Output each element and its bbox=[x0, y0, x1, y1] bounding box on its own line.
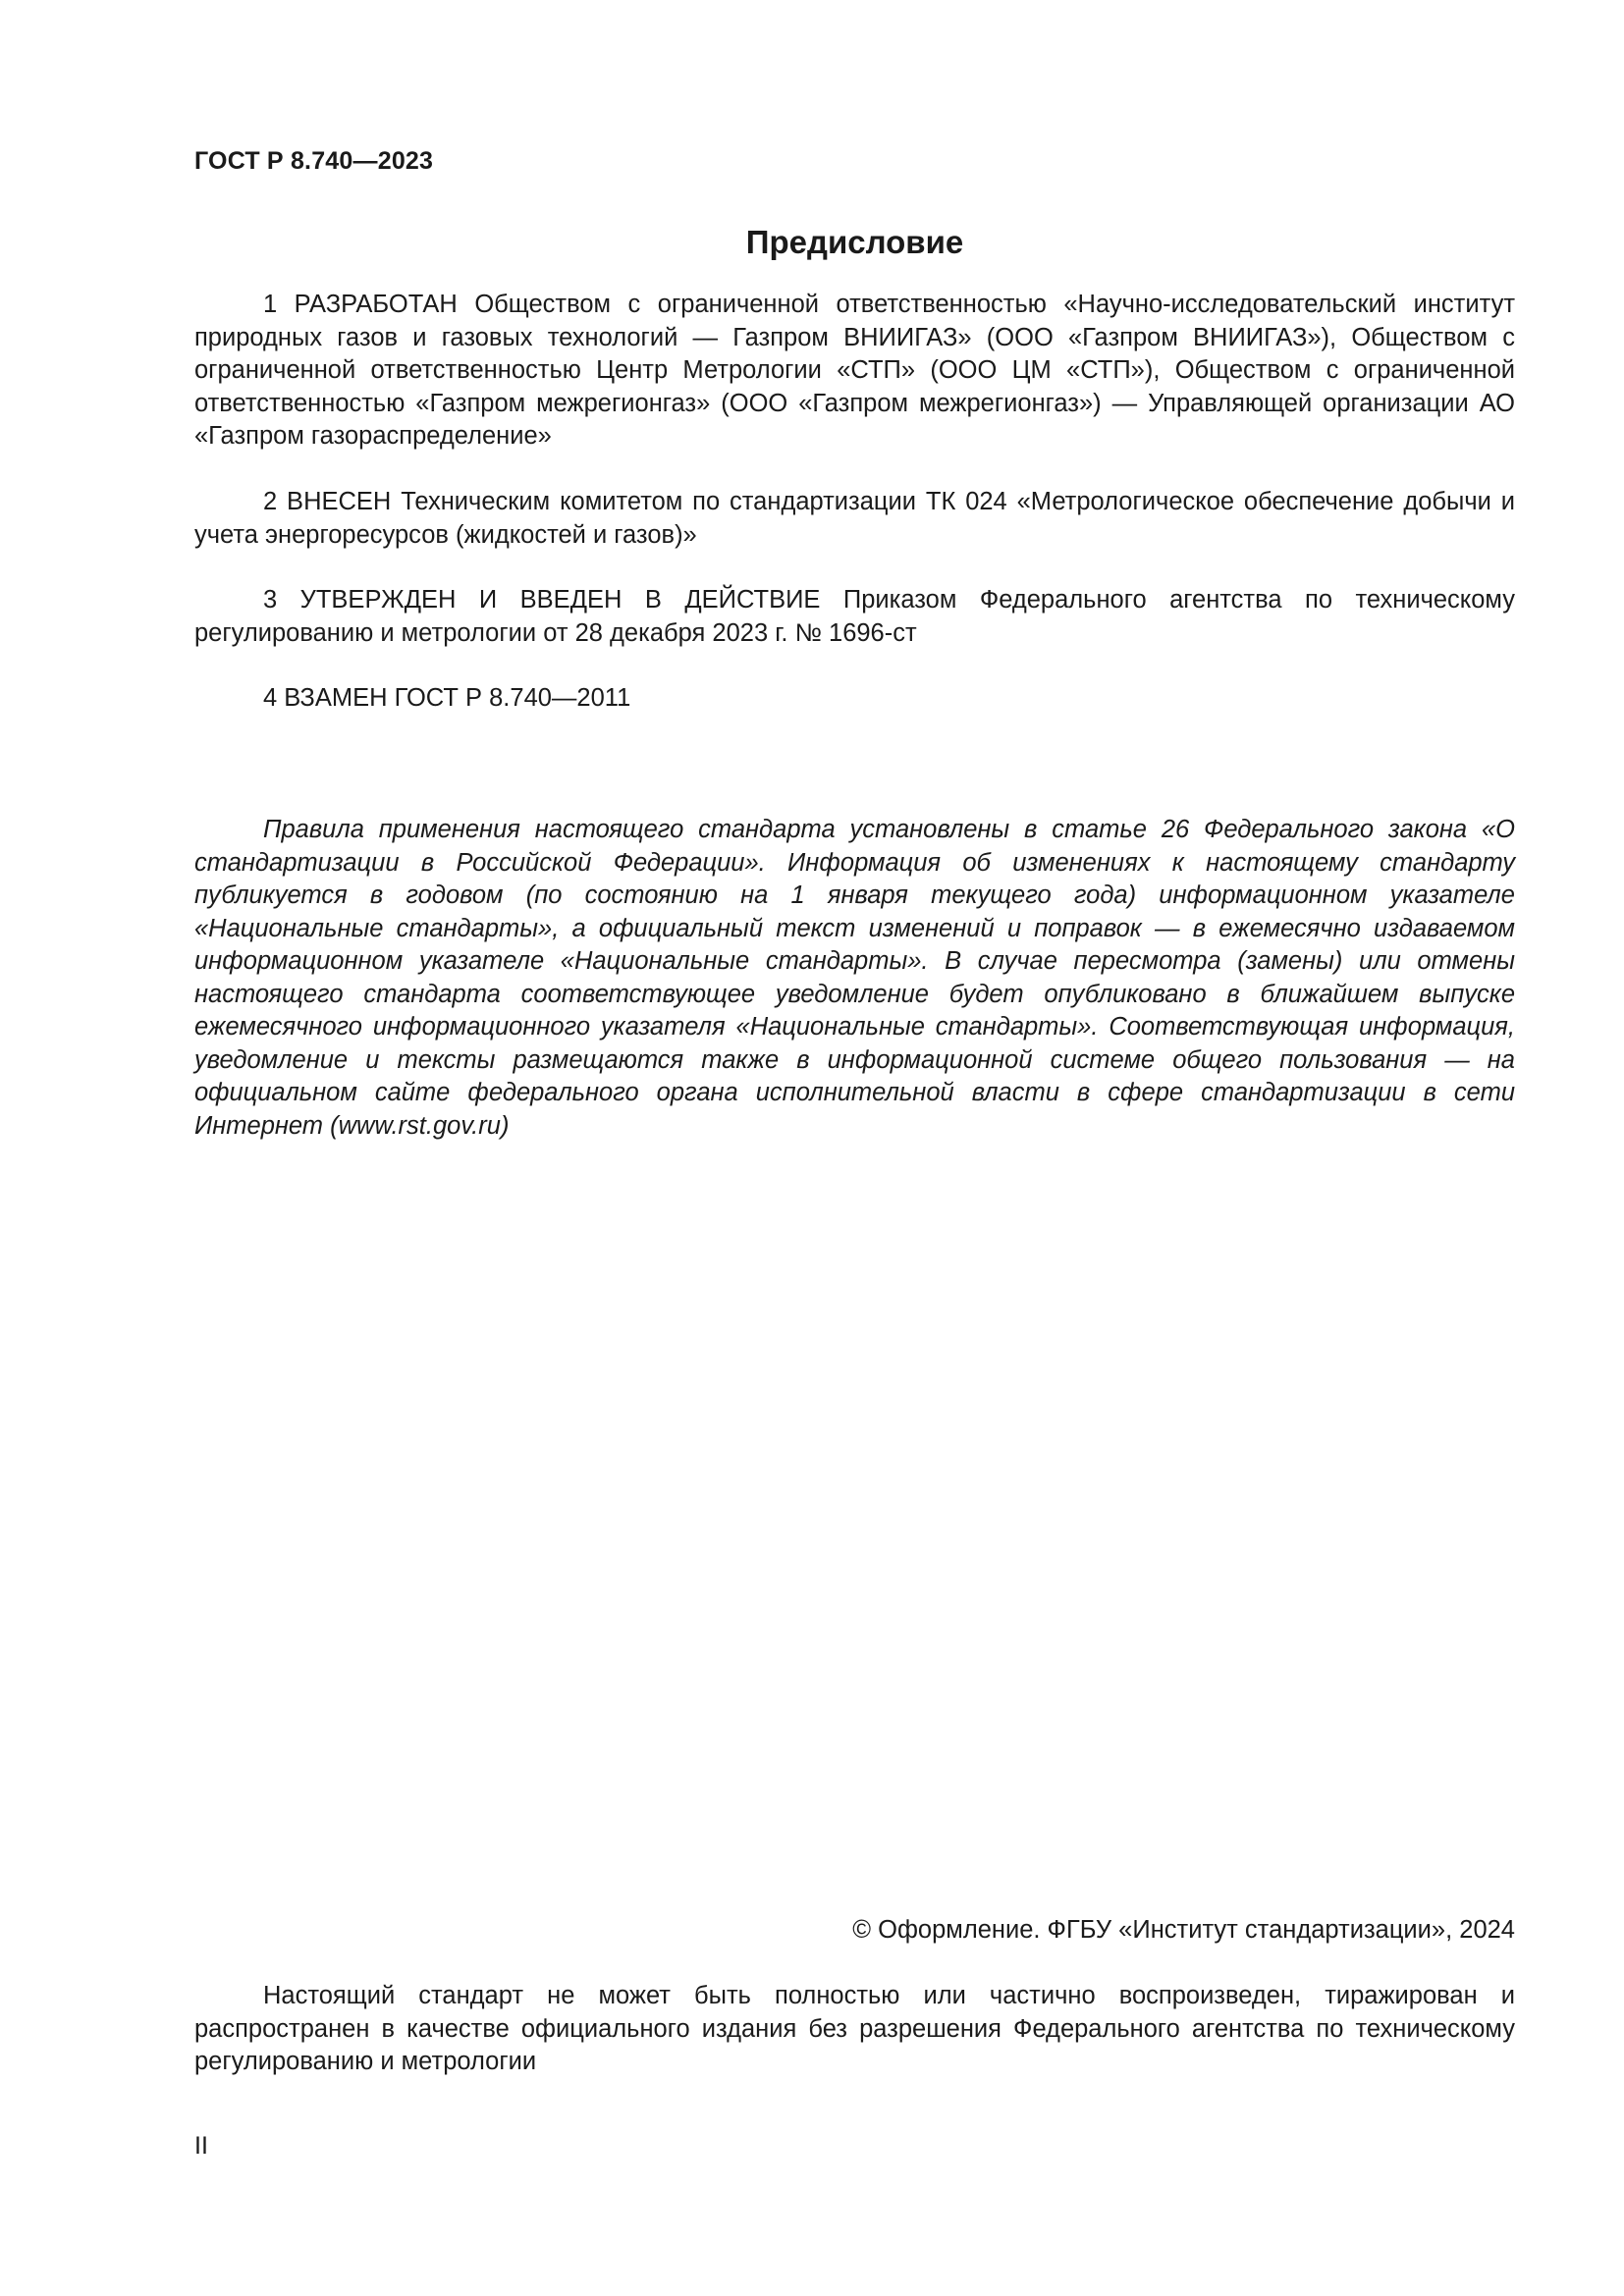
foreword-item-introduced: 2 ВНЕСЕН Техническим комитетом по стандартизации ТК 024 «Метрологическое обеспечение добычи и учета энергоресурсов (жидкостей и газов)» bbox=[194, 488, 1515, 549]
foreword-item-developed: 1 РАЗРАБОТАН Обществом с ограниченной ответственностью «Научно-исследовательский институт природных газов и газовых технологий — Газпром ВНИИГАЗ» (ООО «Газпром ВНИИГАЗ»), Обществом с ограниченной ответственностью Центр Метрологии «СТП» (ООО ЦМ «СТП»), Обществом с ограниченной ответственностью «Газпром межрегионгаз» (ООО «Газпром межрегионгаз») — Управляющей организации АО «Газпром газораспределение» bbox=[194, 291, 1515, 450]
copyright-line: © Оформление. ФГБУ «Институт стандартизации», 2024 bbox=[852, 1916, 1515, 1944]
application-rules-note: Правила применения настоящего стандарта установлены в статье 26 Федерального закона «О стандартизации в Российской Федерации». Информация об изменениях к настоящему стандарту публикуется в годовом (по состоянию на 1 января текущего года) информационном указателе «Национальные стандарты», а официальный текст изменений и поправок — в ежемесячно издаваемом информационном указателе «Национальные стандарты». В случае пересмотра (замены) или отмены настоящего стандарта соответствующее уведомление будет опубликовано в ближайшем выпуске ежемесячного информационного указателя «Национальные стандарты». Соответствующая информация, уведомление и тексты размещаются также в информационной системе общего пользования — на официальном сайте федерального органа исполнительной власти в сфере стандартизации в сети Интернет (www.rst.gov.ru) bbox=[194, 816, 1515, 1140]
foreword-item-approved: 3 УТВЕРЖДЕН И ВВЕДЕН В ДЕЙСТВИЕ Приказом Федерального агентства по техническому регулированию и метрологии от 28 декабря 2023 г. № 1696-ст bbox=[194, 586, 1515, 647]
reproduction-notice: Настоящий стандарт не может быть полностью или частично воспроизведен, тиражирован и распространен в качестве официального издания без разрешения Федерального агентства по техническому регулированию и метрологии bbox=[194, 1982, 1515, 2075]
foreword-item-replaces: 4 ВЗАМЕН ГОСТ Р 8.740—2011 bbox=[263, 684, 631, 712]
standard-code-header: ГОСТ Р 8.740—2023 bbox=[194, 147, 434, 175]
page-number: II bbox=[194, 2132, 208, 2160]
foreword-title: Предисловие bbox=[745, 224, 964, 260]
